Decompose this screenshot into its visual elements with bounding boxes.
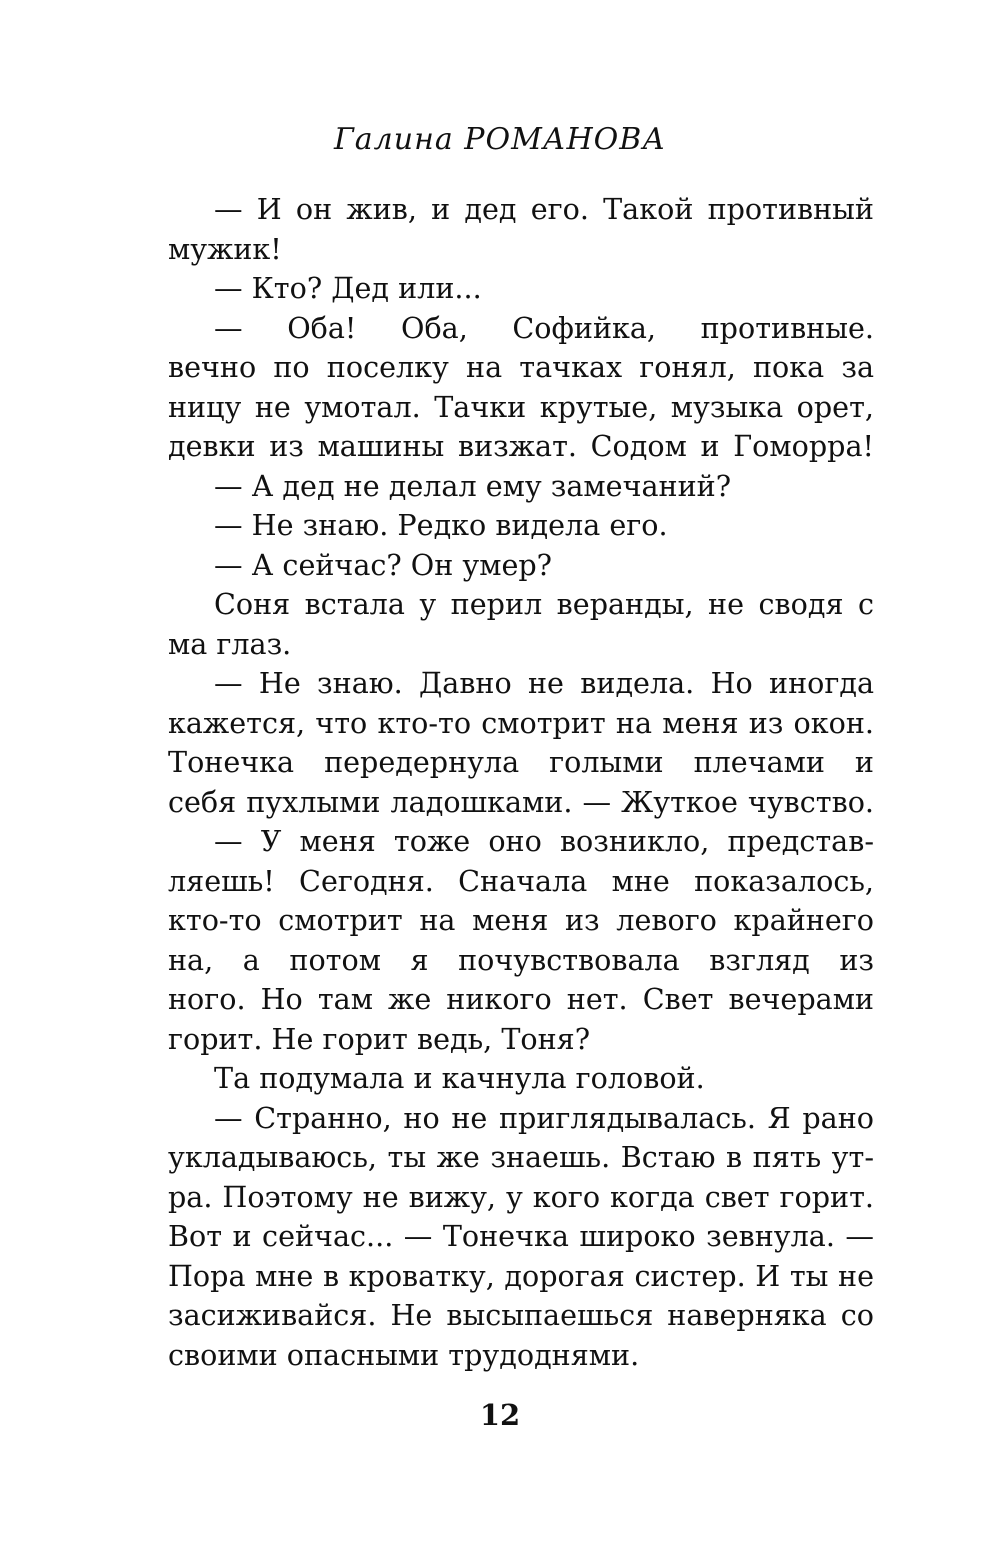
text-line: Тонечка передернула голыми плечами и	[168, 745, 874, 779]
text-line: укладываюсь, ты же знаешь. Встаю в пять ут-	[168, 1140, 874, 1174]
text-line: Соня встала у перил веранды, не сводя с	[214, 587, 874, 621]
text-line: ма глаз.	[168, 626, 292, 661]
text-line: ного. Но там же никого нет. Свет вечерами	[168, 982, 874, 1016]
text-line: себя пухлыми ладошками. — Жуткое чувство.	[168, 784, 874, 819]
page-number: 12	[479, 1398, 521, 1432]
text-line: девки из машины визжат. Содом и Гоморра!	[168, 429, 874, 463]
text-line: — И он жив, и дед его. Такой противный	[214, 192, 874, 226]
text-line: — А дед не делал ему замечаний?	[214, 468, 732, 503]
text-line: мужик!	[168, 231, 282, 266]
text-line: вечно по поселку на тачках гонял, пока за	[168, 350, 874, 384]
text-line: — Кто? Дед или...	[214, 271, 482, 305]
text-line: засиживайся. Не высыпаешься наверняка со	[168, 1298, 874, 1332]
body-text	[168, 190, 874, 1375]
text-line: Та подумала и качнула головой.	[214, 1061, 705, 1095]
text-line: Вот и сейчас... — Тонечка широко зевнула. —	[168, 1219, 874, 1253]
text-line: на, а потом я почувствовала взгляд из	[168, 942, 874, 977]
text-line: — Странно, но не приглядывалась. Я рано	[214, 1100, 874, 1135]
text-line: горит. Не горит ведь, Тоня?	[168, 1021, 591, 1056]
text-line: кто-то смотрит на меня из левого крайнего	[168, 903, 874, 937]
text-line: кажется, что кто-то смотрит на меня из окон.	[168, 705, 874, 740]
text-line: ра. Поэтому не вижу, у кого когда свет горит.	[168, 1179, 874, 1214]
text-line: ницу не умотал. Тачки крутые, музыка орет,	[168, 389, 874, 424]
text-line: Пора мне в кроватку, дорогая систер. И ты не	[168, 1258, 874, 1293]
text-line: — Не знаю. Редко видела его.	[214, 508, 668, 542]
text-line: ляешь! Сегодня. Сначала мне показалось,	[168, 863, 874, 898]
text-line: своими опасными трудоднями.	[168, 1337, 640, 1372]
text-line: — У меня тоже оно возникло, представ-	[214, 824, 874, 858]
text-line: — Оба! Оба, Софийка, противные.	[214, 310, 874, 345]
running-header: Галина РОМАНОВА	[333, 122, 667, 157]
text-line: — А сейчас? Он умер?	[214, 547, 553, 582]
text-line: — Не знаю. Давно не видела. Но иногда	[214, 666, 874, 700]
